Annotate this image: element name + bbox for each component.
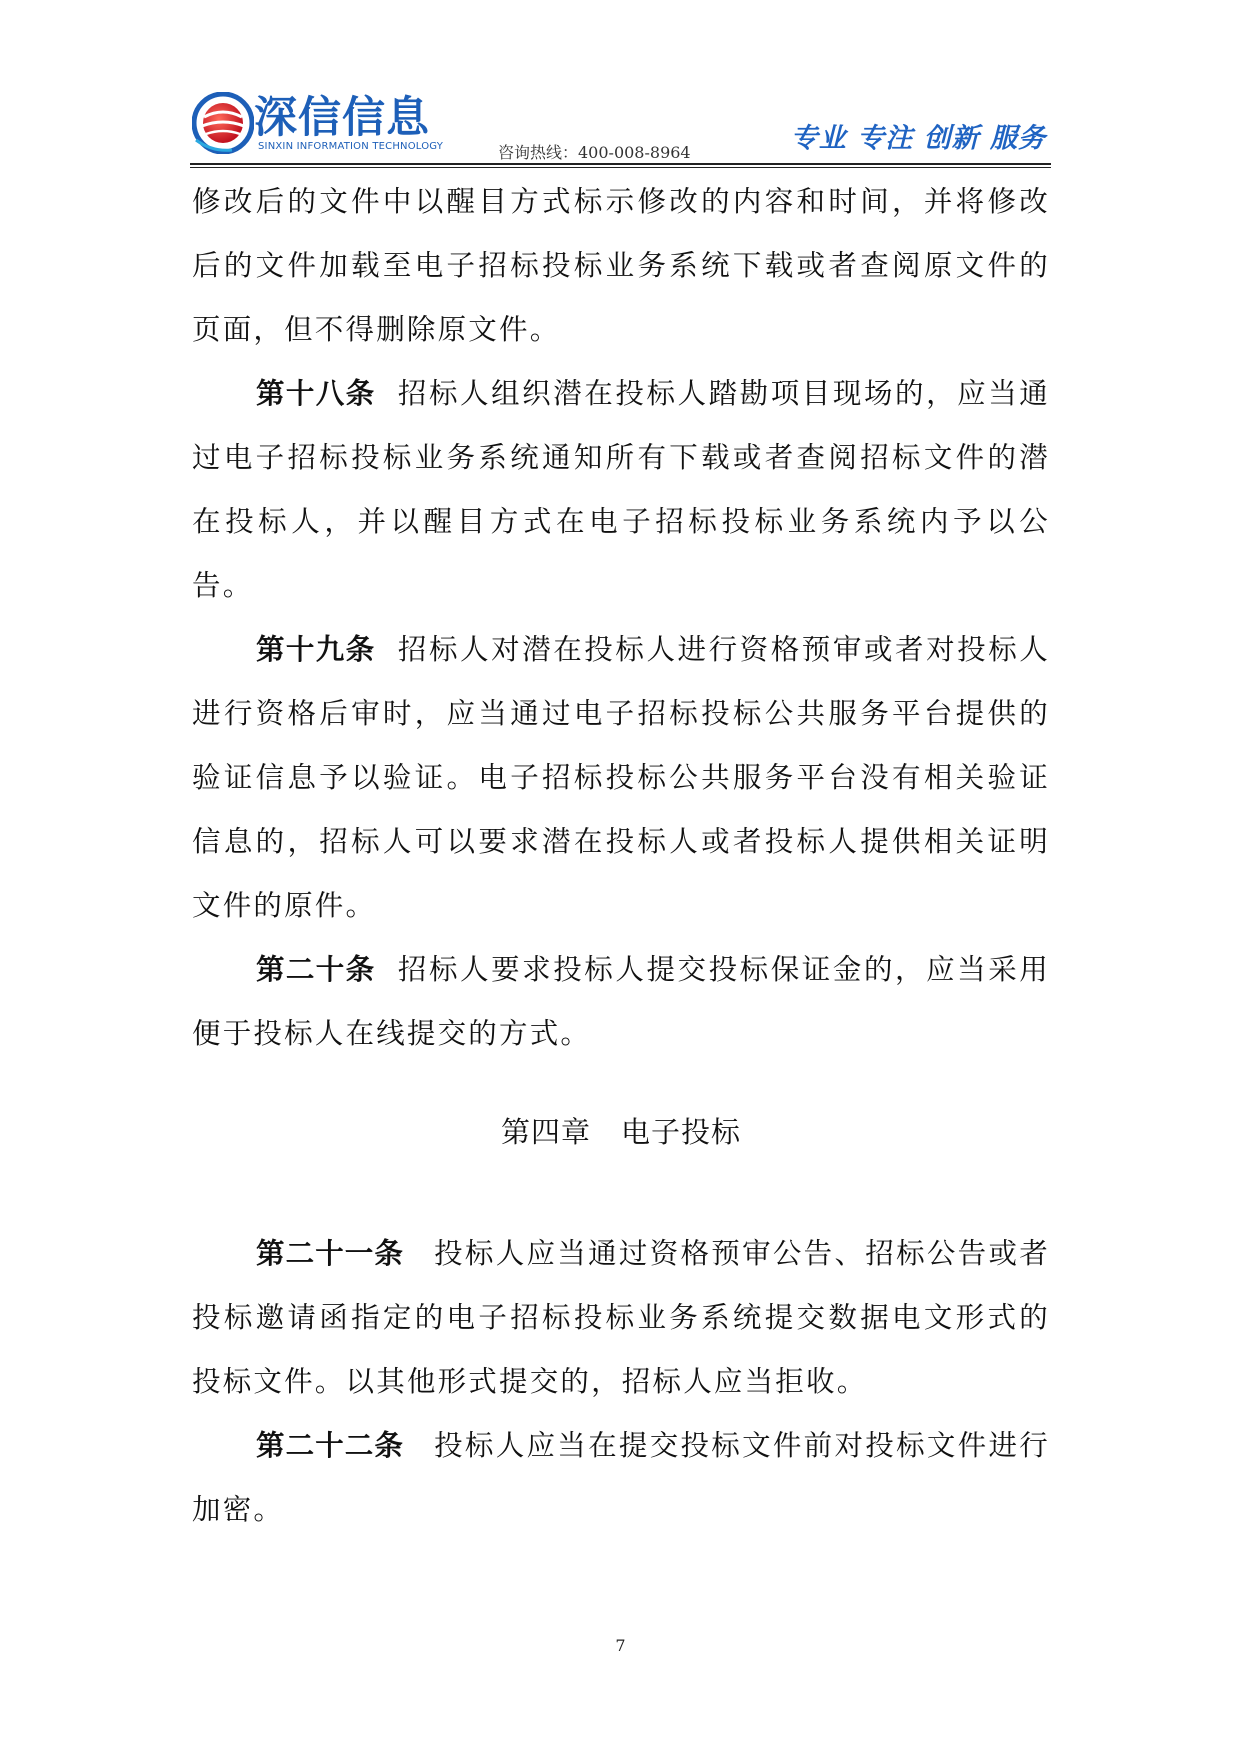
- article-title: 第十八条: [256, 377, 376, 410]
- article-22: [192, 1414, 1050, 1542]
- company-logo-text: 深信信息: [254, 93, 430, 143]
- article-text: 招标人对潜在投标人进行资格预审或者对投标人进行资格后审时，应当通过电子招标投标公共服务平台提供的验证信息予以验证。电子招标投标公共服务平台没有相关验证信息的，招标人可以要求潜在投标人或者投标人提供相关证明文件的原件。: [192, 633, 1050, 922]
- chapter-heading: 第四章 电子投标: [500, 1115, 741, 1149]
- article-title: 第二十一条: [256, 1237, 404, 1270]
- hotline-text: 咨询热线：400-008-8964: [498, 143, 691, 162]
- header-divider: [190, 163, 1051, 165]
- article-text: 招标人要求投标人提交投标保证金的，应当采用便于投标人在线提交的方式。: [192, 953, 1050, 1050]
- article-title: 第二十条: [256, 953, 376, 986]
- page-number: 7: [615, 1636, 626, 1655]
- article-text: 投标人应当在提交投标文件前对投标文件进行加密。: [192, 1429, 1050, 1526]
- document-body: [192, 170, 1050, 1542]
- company-logo-subtitle: SINXIN INFORMATION TECHNOLOGY: [258, 141, 444, 152]
- article-title: 第二十二条: [256, 1429, 404, 1462]
- paragraph-continued: 修改后的文件中以醒目方式标示修改的内容和时间，并将修改后的文件加载至电子招标投标业务系统下载或者查阅原文件的页面，但不得删除原文件。: [192, 185, 1050, 346]
- article-text: 投标人应当通过资格预审公告、招标公告或者投标邀请函指定的电子招标投标业务系统提交数据电文形式的投标文件。以其他形式提交的，招标人应当拒收。: [192, 1237, 1050, 1398]
- slogan-text: 专业 专注 创新 服务: [790, 123, 1046, 154]
- article-19: [192, 618, 1050, 938]
- article-21: [192, 1222, 1050, 1414]
- page-header: [0, 0, 1241, 170]
- article-text: 招标人组织潜在投标人踏勘项目现场的，应当通过电子招标投标业务系统通知所有下载或者查阅招标文件的潜在投标人，并以醒目方式在电子招标投标业务系统内予以公告。: [192, 377, 1050, 602]
- article-20: [192, 938, 1050, 1066]
- globe-logo-icon: [192, 92, 254, 154]
- article-title: 第十九条: [256, 633, 376, 666]
- header-divider-thin: [190, 167, 1051, 168]
- article-18: [192, 362, 1050, 618]
